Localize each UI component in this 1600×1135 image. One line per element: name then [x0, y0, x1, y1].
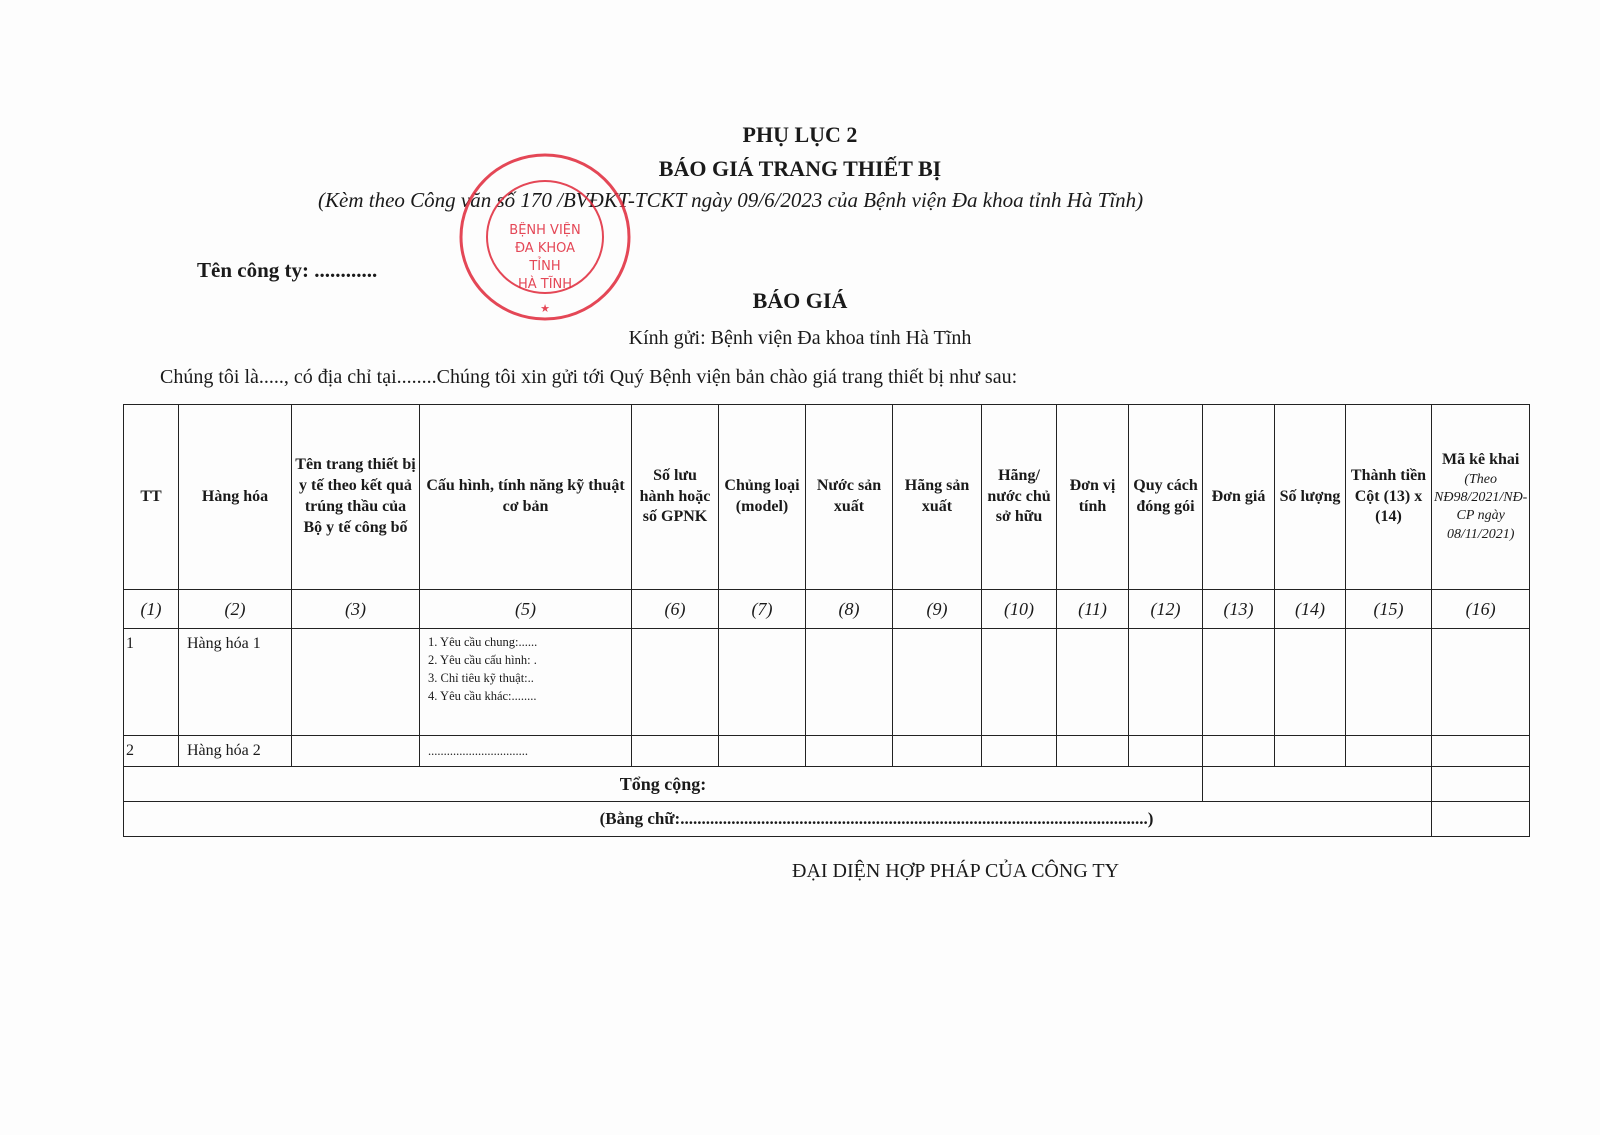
row-item: Hàng hóa 2	[179, 736, 292, 767]
table-row	[124, 736, 1530, 767]
svg-text:TỈNH: TỈNH	[529, 259, 561, 274]
col-number: (9)	[893, 590, 982, 629]
document-subtitle: (Kèm theo Công văn số 170 /BVĐKT-TCKT ngày 09/6/2023 của Bệnh viện Đa khoa tỉnh Hà Tĩnh)	[318, 188, 1144, 212]
amount-in-words-row	[124, 802, 1530, 837]
col-number: (2)	[179, 590, 292, 629]
col-number: (16)	[1432, 590, 1530, 629]
intro-text: Chúng tôi là....., có địa chỉ tại........Chúng tôi xin gửi tới Quý Bệnh viện bản chào giá trang thiết bị như sau:	[160, 366, 1018, 388]
col-number: (15)	[1346, 590, 1432, 629]
col-header: Chủng loại (model)	[719, 405, 806, 590]
col-number: (12)	[1129, 590, 1203, 629]
col-number: (11)	[1057, 590, 1129, 629]
row-spec: ................................	[420, 736, 632, 767]
col-header: Quy cách đóng gói	[1129, 405, 1203, 590]
greeting: Kính gửi: Bệnh viện Đa khoa tỉnh Hà Tĩnh	[628, 327, 972, 349]
total-value	[1203, 767, 1432, 802]
col-header: TT	[124, 405, 179, 590]
col-header: Hãng/ nước chủ sở hữu	[982, 405, 1057, 590]
total-row	[124, 767, 1530, 802]
col-header: Đơn giá	[1203, 405, 1275, 590]
col-header: Cấu hình, tính năng kỹ thuật cơ bản	[420, 405, 632, 590]
col-header: Hãng sản xuất	[893, 405, 982, 590]
col-number: (5)	[420, 590, 632, 629]
total-label: Tổng cộng:	[124, 767, 1203, 802]
quote-table	[123, 404, 1530, 837]
col-number: (13)	[1203, 590, 1275, 629]
col-number: (10)	[982, 590, 1057, 629]
svg-text:BỆNH VIỆN: BỆNH VIỆN	[509, 223, 581, 238]
col-number: (7)	[719, 590, 806, 629]
spec-line: 3. Chỉ tiêu kỹ thuật:..	[428, 671, 534, 686]
document-title: BÁO GIÁ TRANG THIẾT BỊ	[658, 156, 942, 181]
col-header	[1432, 405, 1530, 590]
row-item: Hàng hóa 1	[179, 629, 292, 736]
row-spec	[420, 629, 632, 736]
hospital-stamp	[455, 150, 635, 325]
col-header: Thành tiền Cột (13) x (14)	[1346, 405, 1432, 590]
svg-text:HÀ TĨNH: HÀ TĨNH	[517, 277, 573, 292]
col-header: Tên trang thiết bị y tế theo kết quả trúng thầu của Bộ y tế công bố	[292, 405, 420, 590]
row-tt: 2	[124, 736, 179, 767]
table-row	[124, 629, 1530, 736]
spec-line: 1. Yêu cầu chung:......	[428, 635, 538, 649]
col-number: (3)	[292, 590, 420, 629]
col-header: Hàng hóa	[179, 405, 292, 590]
col-header: Số lưu hành hoặc số GPNK	[632, 405, 719, 590]
svg-text:★: ★	[540, 302, 550, 315]
col-number: (1)	[124, 590, 179, 629]
row-tt: 1	[124, 629, 179, 736]
col-number: (14)	[1275, 590, 1346, 629]
amount-in-words: (Bằng chữ:..............................................................................................................)	[124, 802, 1432, 837]
appendix-label: PHỤ LỤC 2	[742, 122, 858, 147]
header-row	[124, 405, 1530, 590]
col-header: Nước sản xuất	[806, 405, 893, 590]
col-header-note: (Theo NĐ98/2021/NĐ-CP ngày 08/11/2021)	[1434, 472, 1528, 542]
column-number-row	[124, 590, 1530, 629]
signature-label: ĐẠI DIỆN HỢP PHÁP CỦA CÔNG TY	[792, 860, 1120, 882]
col-number: (8)	[806, 590, 893, 629]
svg-text:ĐA KHOA: ĐA KHOA	[514, 241, 576, 256]
spec-line: 4. Yêu cầu khác:........	[428, 689, 537, 704]
col-header: Đơn vị tính	[1057, 405, 1129, 590]
company-name: Tên công ty: ............	[197, 258, 378, 282]
col-header: Số lượng	[1275, 405, 1346, 590]
quote-title: BÁO GIÁ	[752, 288, 848, 313]
spec-line: 2. Yêu cầu cấu hình: .	[428, 653, 537, 668]
col-header-label: Mã kê khai	[1441, 451, 1520, 469]
col-number: (6)	[632, 590, 719, 629]
